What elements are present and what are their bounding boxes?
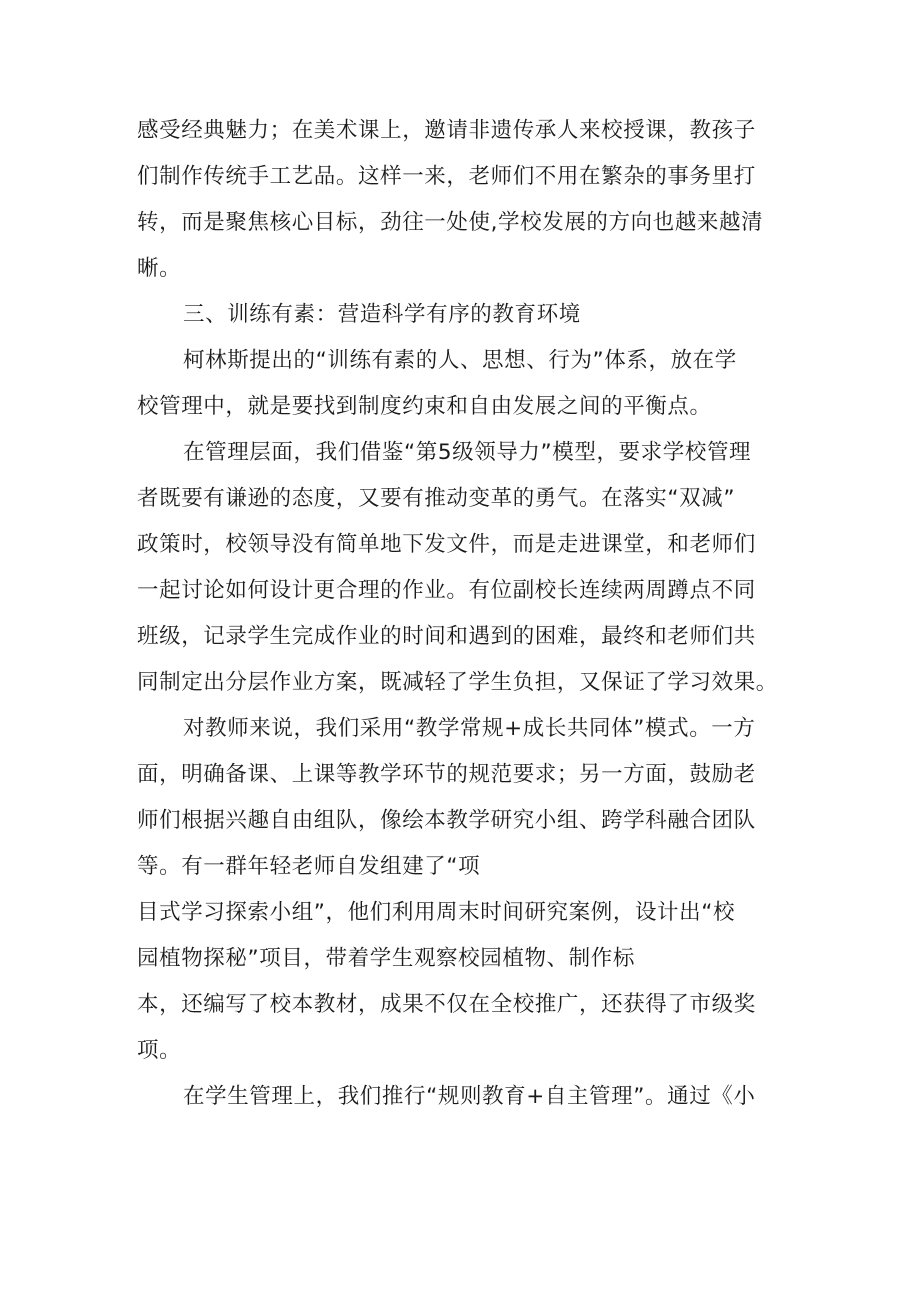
paragraph-line: 园植物探秘”项目，带着学生观察校园植物、制作标 [137, 946, 635, 971]
paragraph-line: 同制定出分层作业方案，既减轻了学生负担，又保证了学习效果。 [137, 670, 778, 695]
paragraph-line: 一起讨论如何设计更合理的作业。有位副校长连续两周蹲点不同 [137, 578, 756, 603]
paragraph-line: 政策时，校领导没有简单地下发文件，而是走进课堂，和老师们 [137, 532, 756, 557]
section-heading: 三、训练有素：营造科学有序的教育环境 [183, 302, 581, 327]
paragraph-line: 对教师来说，我们采用“教学常规+成长共同体”模式。一方 [183, 716, 756, 741]
paragraph-line: 项。 [137, 1038, 182, 1063]
paragraph-line: 等。有一群年轻老师自发组建了“项 [137, 854, 481, 879]
paragraph-line: 面，明确备课、上课等教学环节的规范要求；另一方面，鼓励老 [137, 762, 756, 787]
paragraph-line: 感受经典魅力；在美术课上，邀请非遗传承人来校授课，教孩子 [137, 118, 756, 143]
paragraph-line: 目式学习探索小组”，他们利用周末时间研究案例，设计出“校 [137, 900, 736, 925]
paragraph-line: 班级，记录学生完成作业的时间和遇到的困难，最终和老师们共 [137, 624, 756, 649]
paragraph-line: 师们根据兴趣自由组队，像绘本教学研究小组、跨学科融合团队 [137, 808, 756, 833]
paragraph-line: 柯林斯提出的“训练有素的人、思想、行为”体系，放在学 [183, 348, 737, 373]
paragraph-line: 晰。 [137, 256, 182, 281]
paragraph-line: 在学生管理上，我们推行“规则教育+自主管理”。通过《小 [183, 1084, 756, 1109]
paragraph-line: 者既要有谦逊的态度，又要有推动变革的勇气。在落实“双减” [137, 486, 736, 511]
paragraph-line: 本，还编写了校本教材，成果不仅在全校推广，还获得了市级奖 [137, 992, 756, 1017]
paragraph-line: 们制作传统手工艺品。这样一来，老师们不用在繁杂的事务里打 [137, 164, 756, 189]
document-body [137, 108, 797, 1120]
paragraph-line: 转，而是聚焦核心目标，劲往一处使,学校发展的方向也越来越清 [137, 210, 764, 235]
paragraph-line: 在管理层面，我们借鉴“第5级领导力”模型，要求学校管理 [183, 440, 752, 465]
paragraph-line: 校管理中，就是要找到制度约束和自由发展之间的平衡点。 [137, 394, 712, 419]
